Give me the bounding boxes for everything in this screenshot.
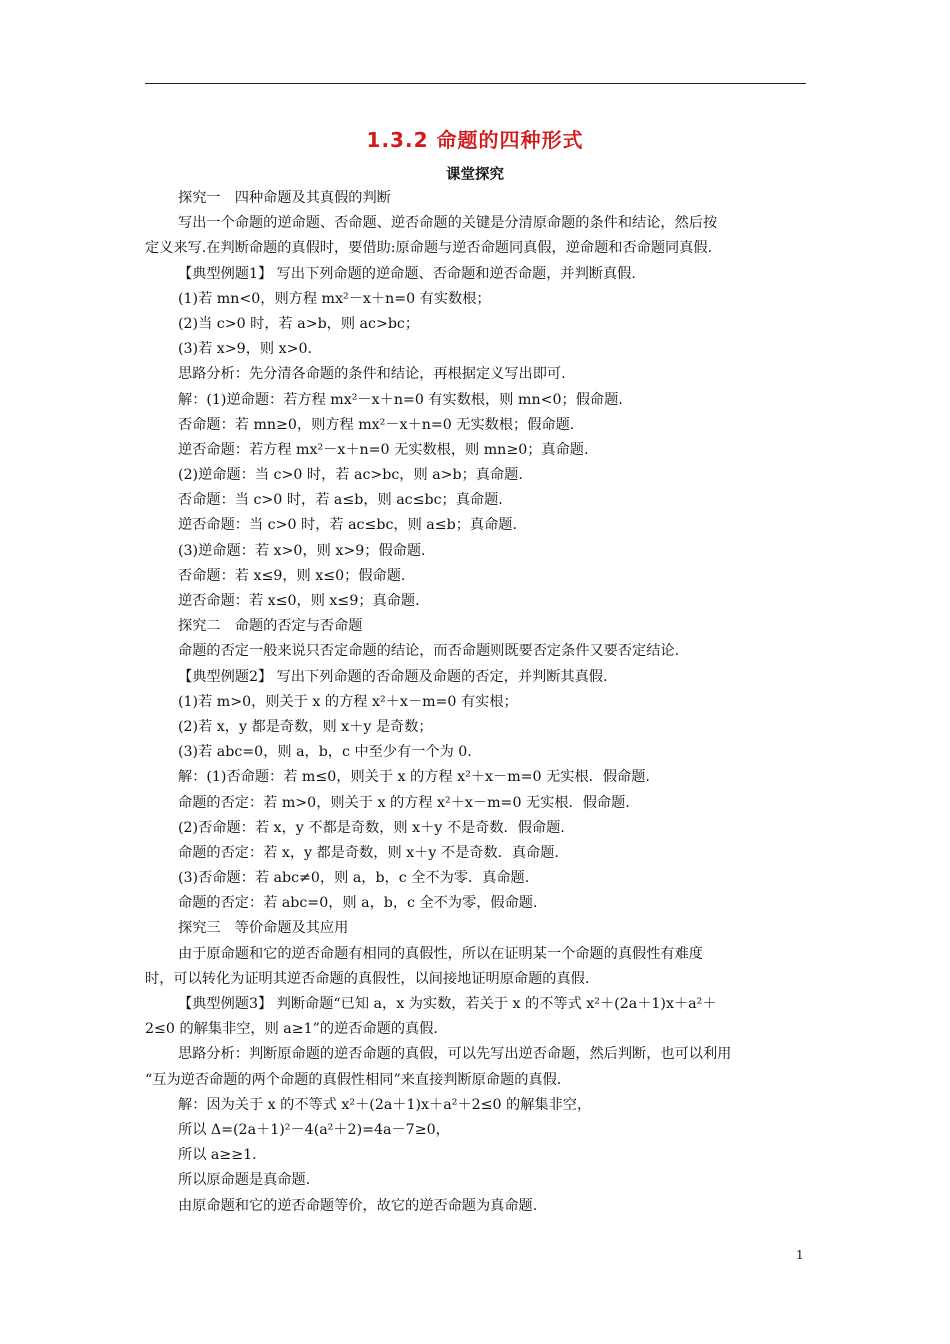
text-line: 命题的否定：若 x，y 都是奇数，则 x＋y 不是奇数．真命题. — [178, 844, 559, 861]
text-line: 所以原命题是真命题. — [178, 1172, 311, 1189]
section-subtitle: 课堂探究 — [446, 167, 504, 183]
text-line: 时，可以转化为证明其逆否命题的真假性，以间接地证明原命题的真假. — [145, 970, 590, 987]
text-line: (2)当 c>0 时，若 a>b，则 ac>bc； — [178, 315, 420, 332]
text-line: 思路分析：先分清各命题的条件和结论，再根据定义写出即可. — [178, 366, 566, 383]
text-line: 探究一 四种命题及其真假的判断 — [178, 190, 391, 206]
text-line: 否命题：若 x≤9，则 x≤0；假命题. — [178, 567, 406, 584]
text-line: 逆否命题：若 x≤0，则 x≤9；真命题. — [178, 593, 420, 609]
text-line: 命题的否定：若 abc=0，则 a，b，c 全不为零，假命题. — [178, 895, 538, 912]
text-line: (1)若 m>0，则关于 x 的方程 x²＋x－m=0 有实根； — [178, 693, 518, 710]
text-line: 定义来写.在判断命题的真假时，要借助:原命题与逆否命题同真假，逆命题和否命题同真假. — [145, 240, 713, 257]
header-rule — [145, 83, 806, 84]
text-line: 解：因为关于 x 的不等式 x²＋(2a＋1)x＋a²＋2≤0 的解集非空， — [178, 1096, 592, 1113]
text-line: 由原命题和它的逆否命题等价，故它的逆否命题为真命题. — [178, 1197, 538, 1214]
text-line: (3)若 x>9，则 x>0. — [178, 341, 313, 358]
text-line: 探究三 等价命题及其应用 — [178, 920, 349, 937]
text-line: (3)若 abc=0，则 a，b，c 中至少有一个为 0. — [178, 744, 472, 761]
text-line: (2)否命题：若 x，y 不都是奇数，则 x＋y 不是奇数．假命题. — [178, 819, 565, 836]
text-line: 【典型例题3】 判断命题“已知 a，x 为实数，若关于 x 的不等式 x²＋(2a＋1)x＋a²＋ — [178, 996, 717, 1012]
text-line: 写出一个命题的逆命题、否命题、逆否命题的关键是分清原命题的条件和结论，然后按 — [178, 215, 718, 232]
text-line: (3)否命题：若 abc≠0，则 a，b，c 全不为零．真命题. — [178, 870, 530, 887]
text-line: 命题的否定：若 m>0，则关于 x 的方程 x²＋x－m=0 无实根．假命题. — [178, 794, 630, 811]
text-line: 2≤0 的解集非空，则 a≥1”的逆否命题的真假. — [145, 1021, 438, 1038]
text-line: 由于原命题和它的逆否命题有相同的真假性，所以在证明某一个命题的真假性有难度 — [178, 945, 703, 962]
document-title: 1.3.2 命题的四种形式 — [366, 128, 584, 152]
document-body — [145, 186, 813, 1219]
text-line: 解：(1)否命题：若 m≤0，则关于 x 的方程 x²＋x－m=0 无实根．假命题. — [178, 769, 650, 786]
text-line: 【典型例题1】 写出下列命题的逆命题、否命题和逆否命题，并判断真假. — [178, 265, 636, 282]
text-line: (1)若 mn<0，则方程 mx²－x＋n=0 有实数根； — [178, 290, 491, 307]
text-line: 解：(1)逆命题：若方程 mx²－x＋n=0 有实数根，则 mn<0；假命题. — [178, 391, 623, 408]
text-line: 否命题：若 mn≥0，则方程 mx²－x＋n=0 无实数根；假命题. — [178, 416, 575, 433]
text-line: (2)逆命题：当 c>0 时，若 ac>bc，则 a>b；真命题. — [178, 467, 523, 484]
text-line: 逆否命题：若方程 mx²－x＋n=0 无实数根，则 mn≥0；真命题. — [178, 441, 589, 458]
text-line: 所以 Δ=(2a＋1)²－4(a²＋2)=4a－7≥0， — [178, 1121, 450, 1138]
text-line: 探究二 命题的否定与否命题 — [178, 618, 363, 635]
text-line: (3)逆命题：若 x>0，则 x>9；假命题. — [178, 542, 426, 559]
page-number: 1 — [796, 1248, 804, 1262]
text-line: 逆否命题：当 c>0 时，若 ac≤bc，则 a≤b；真命题. — [178, 517, 517, 534]
text-line: 否命题：当 c>0 时，若 a≤b，则 ac≤bc；真命题. — [178, 492, 503, 509]
text-line: 【典型例题2】 写出下列命题的否命题及命题的否定，并判断其真假. — [178, 668, 608, 685]
text-line: 所以 a≥≥1. — [178, 1147, 257, 1164]
text-line: “互为逆否命题的两个命题的真假性相同”来直接判断原命题的真假. — [145, 1071, 562, 1088]
text-line: 命题的否定一般来说只否定命题的结论，而否命题则既要否定条件又要否定结论. — [178, 643, 680, 660]
text-line: 思路分析：判断原命题的逆否命题的真假，可以先写出逆否命题，然后判断，也可以利用 — [178, 1046, 732, 1063]
text-line: (2)若 x，y 都是奇数，则 x＋y 是奇数； — [178, 718, 433, 735]
